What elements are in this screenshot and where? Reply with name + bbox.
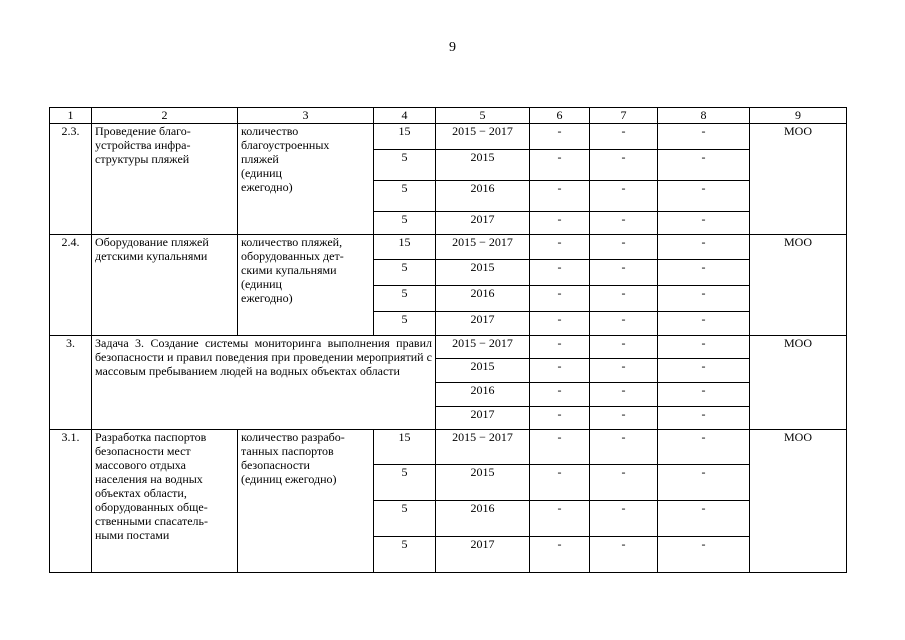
indicator-name: количество благоустроенных пляжей (единиц ежегодно) xyxy=(238,124,374,235)
cell-col8: - xyxy=(658,181,750,212)
indicator-value: 5 xyxy=(374,465,436,501)
measure-name: Проведение благо- устройства инфра- структуры пляжей xyxy=(92,124,238,235)
period: 2017 xyxy=(436,312,530,336)
indicator-value: 5 xyxy=(374,501,436,537)
cell-col7: - xyxy=(590,336,658,359)
executor: МОО xyxy=(750,430,847,573)
period: 2016 xyxy=(436,383,530,407)
indicator-value: 15 xyxy=(374,235,436,260)
period: 2017 xyxy=(436,407,530,430)
cell-col8: - xyxy=(658,212,750,235)
column-number-row xyxy=(50,108,847,124)
cell-col8: - xyxy=(658,537,750,573)
cell-col6: - xyxy=(530,260,590,286)
cell-col6: - xyxy=(530,150,590,181)
cell-col8: - xyxy=(658,286,750,312)
col-header: 9 xyxy=(750,108,847,124)
cell-col6: - xyxy=(530,537,590,573)
page-number: 9 xyxy=(449,40,456,55)
col-header: 8 xyxy=(658,108,750,124)
cell-col7: - xyxy=(590,430,658,465)
task-description: Задача 3. Создание системы мониторинга выполнения правил безопасности и правил поведения при проведении мероприятий с массовым пребыванием людей на водных объектах области xyxy=(92,336,436,430)
cell-col8: - xyxy=(658,312,750,336)
item-number: 3. xyxy=(50,336,92,430)
indicator-value: 5 xyxy=(374,181,436,212)
executor: МОО xyxy=(750,124,847,235)
cell-col7: - xyxy=(590,465,658,501)
period: 2015 − 2017 xyxy=(436,235,530,260)
cell-col8: - xyxy=(658,465,750,501)
cell-col6: - xyxy=(530,383,590,407)
col-header: 6 xyxy=(530,108,590,124)
cell-col8: - xyxy=(658,260,750,286)
cell-col7: - xyxy=(590,407,658,430)
period: 2015 xyxy=(436,150,530,181)
indicator-value: 5 xyxy=(374,537,436,573)
indicator-value: 15 xyxy=(374,124,436,150)
col-header: 3 xyxy=(238,108,374,124)
period: 2016 xyxy=(436,181,530,212)
cell-col8: - xyxy=(658,124,750,150)
cell-col6: - xyxy=(530,430,590,465)
cell-col6: - xyxy=(530,407,590,430)
indicator-value: 5 xyxy=(374,150,436,181)
cell-col6: - xyxy=(530,312,590,336)
indicator-name: количество разрабо- танных паспортов безопасности (единиц ежегодно) xyxy=(238,430,374,573)
cell-col7: - xyxy=(590,537,658,573)
measure-name: Разработка паспортов безопасности мест массового отдыха населения на водных объектах области, оборудованных обще- ственными спасатель- ными постами xyxy=(92,430,238,573)
period: 2015 xyxy=(436,465,530,501)
cell-col8: - xyxy=(658,501,750,537)
period: 2017 xyxy=(436,212,530,235)
cell-col7: - xyxy=(590,501,658,537)
col-header: 7 xyxy=(590,108,658,124)
cell-col7: - xyxy=(590,124,658,150)
cell-col8: - xyxy=(658,336,750,359)
indicator-value: 5 xyxy=(374,260,436,286)
col-header: 4 xyxy=(374,108,436,124)
cell-col7: - xyxy=(590,181,658,212)
table-row xyxy=(50,430,847,465)
indicator-value: 5 xyxy=(374,212,436,235)
item-number: 2.3. xyxy=(50,124,92,235)
executor: МОО xyxy=(750,336,847,430)
cell-col6: - xyxy=(530,212,590,235)
indicator-value: 15 xyxy=(374,430,436,465)
program-table xyxy=(49,107,847,573)
col-header: 5 xyxy=(436,108,530,124)
cell-col6: - xyxy=(530,235,590,260)
cell-col8: - xyxy=(658,235,750,260)
period: 2017 xyxy=(436,537,530,573)
period: 2015 − 2017 xyxy=(436,430,530,465)
indicator-value: 5 xyxy=(374,312,436,336)
indicator-value: 5 xyxy=(374,286,436,312)
cell-col7: - xyxy=(590,312,658,336)
cell-col7: - xyxy=(590,212,658,235)
executor: МОО xyxy=(750,235,847,336)
cell-col6: - xyxy=(530,359,590,383)
col-header: 2 xyxy=(92,108,238,124)
measure-name: Оборудование пляжей детскими купальнями xyxy=(92,235,238,336)
table-row xyxy=(50,336,847,359)
cell-col7: - xyxy=(590,260,658,286)
cell-col7: - xyxy=(590,359,658,383)
cell-col7: - xyxy=(590,150,658,181)
cell-col6: - xyxy=(530,181,590,212)
cell-col6: - xyxy=(530,465,590,501)
cell-col7: - xyxy=(590,235,658,260)
table-row xyxy=(50,235,847,260)
cell-col8: - xyxy=(658,150,750,181)
cell-col8: - xyxy=(658,407,750,430)
period: 2015 − 2017 xyxy=(436,336,530,359)
cell-col6: - xyxy=(530,336,590,359)
item-number: 3.1. xyxy=(50,430,92,573)
cell-col8: - xyxy=(658,359,750,383)
cell-col8: - xyxy=(658,430,750,465)
period: 2015 − 2017 xyxy=(436,124,530,150)
period: 2015 xyxy=(436,359,530,383)
cell-col6: - xyxy=(530,286,590,312)
cell-col6: - xyxy=(530,501,590,537)
item-number: 2.4. xyxy=(50,235,92,336)
period: 2016 xyxy=(436,286,530,312)
period: 2016 xyxy=(436,501,530,537)
cell-col8: - xyxy=(658,383,750,407)
col-header: 1 xyxy=(50,108,92,124)
table-row xyxy=(50,124,847,150)
period: 2015 xyxy=(436,260,530,286)
cell-col7: - xyxy=(590,383,658,407)
cell-col6: - xyxy=(530,124,590,150)
indicator-name: количество пляжей, оборудованных дет- скими купальнями (единиц ежегодно) xyxy=(238,235,374,336)
cell-col7: - xyxy=(590,286,658,312)
